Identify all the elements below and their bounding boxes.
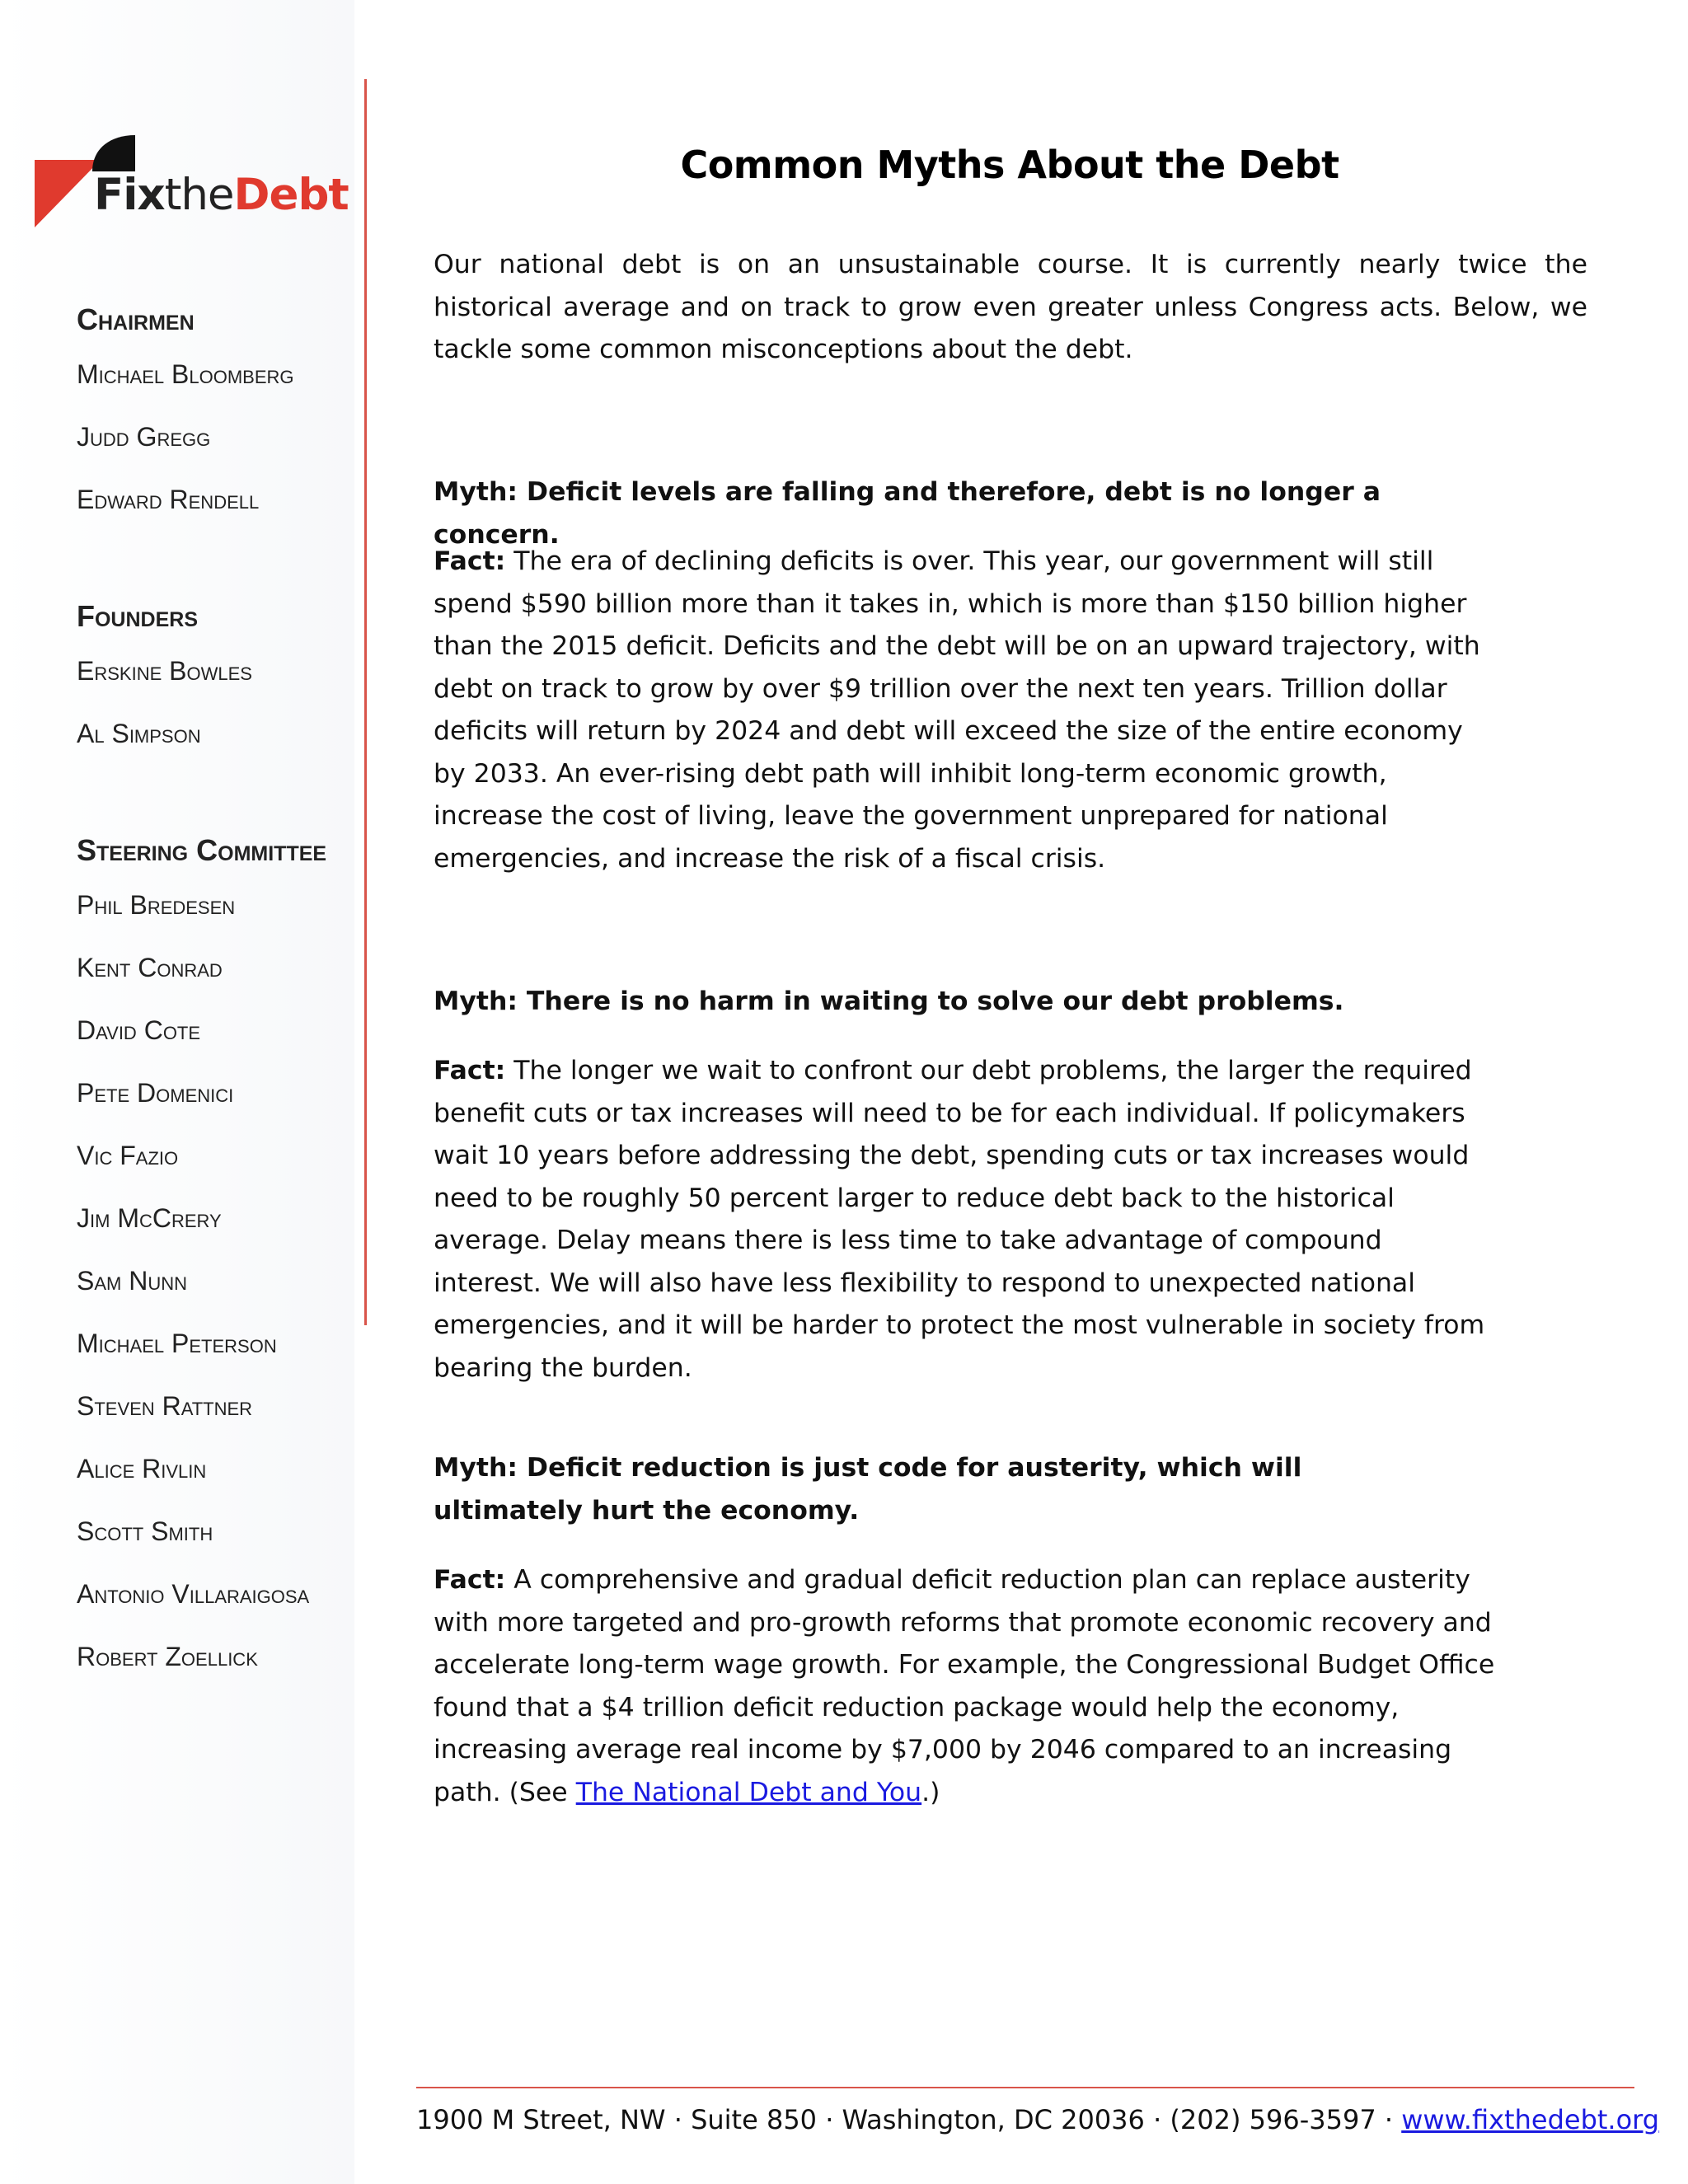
national-debt-and-you-link[interactable]: The National Debt and You — [575, 1777, 922, 1807]
steering-member-name: Steven Rattner — [77, 1391, 253, 1421]
fact-paragraph — [434, 1559, 1505, 1814]
sidebar-gap — [77, 531, 357, 593]
footer-divider — [416, 2087, 1634, 2088]
fact-label: Fact: — [434, 546, 506, 576]
fact-label: Fact: — [434, 1056, 506, 1085]
steering-member-name: Michael Peterson — [77, 1329, 277, 1358]
page-title: Common Myths About the Debt — [680, 143, 1339, 187]
steering-member-name: Antonio Villaraigosa — [77, 1579, 310, 1609]
steering-committee-heading: Steering Committee — [77, 833, 327, 867]
fact-paragraph — [434, 1050, 1497, 1390]
steering-member-name: Phil Bredesen — [77, 890, 236, 920]
logo-fix: Fix — [94, 170, 165, 220]
steering-member-name: David Cote — [77, 1015, 201, 1045]
chairman-name: Michael Bloomberg — [77, 359, 294, 389]
logo-debt: Debt — [233, 170, 349, 220]
myth-heading: Myth: Deficit levels are falling and therefore, debt is no longer a concern. — [434, 477, 1381, 550]
fact-text: The longer we wait to confront our debt problems, the larger the required benefit cuts or tax increases will need to be for each individual. If policymakers wait 10 years before addressing the debt, spending cuts or tax increases would need to be roughly 50 percent larger to reduce debt back to the historical average. Delay means there is less time to take advantage of compound interest. We will also have less flexibility to respond to unexpected national emergencies, and it will be harder to protect the most vulnerable in society from bearing the burden. — [434, 1056, 1485, 1383]
chairman-name: Edward Rendell — [77, 485, 260, 514]
steering-member-name: Kent Conrad — [77, 953, 223, 982]
logo-wordmark — [94, 170, 349, 220]
steering-member-name: Sam Nunn — [77, 1266, 188, 1296]
steering-member-name: Alice Rivlin — [77, 1454, 207, 1483]
footer — [416, 2100, 1660, 2139]
steering-member-name: Pete Domenici — [77, 1078, 234, 1108]
myth-heading: Myth: Deficit reduction is just code for austerity, which will ultimately hurt the economy. — [434, 1453, 1302, 1526]
chairman-name: Judd Gregg — [77, 422, 211, 452]
sidebar-divider — [364, 79, 367, 1325]
chairmen-heading: Chairmen — [77, 302, 195, 336]
myth-heading: Myth: There is no harm in waiting to solve our debt problems. — [434, 987, 1344, 1016]
fact-paragraph — [434, 541, 1497, 880]
footer-address: 1900 M Street, NW · Suite 850 · Washington, DC 20036 · (202) 596-3597 · — [416, 2104, 1394, 2135]
founder-name: Erskine Bowles — [77, 656, 252, 686]
fact-label: Fact: — [434, 1565, 506, 1595]
sidebar — [77, 297, 357, 1688]
founders-heading: Founders — [77, 599, 199, 633]
intro-paragraph: Our national debt is on an unsustainable course. It is currently nearly twice the historical average and on track to grow even greater unless Congress acts. Below, we tackle some common misconceptions about the debt. — [434, 250, 1587, 364]
logo-the: the — [164, 170, 234, 220]
fact-text: The era of declining deficits is over. This year, our government will still spend $590 billion more than it takes in, which is more than $150 billion higher than the 2015 deficit. Deficits and the debt will be on an upward trajectory, with debt on track to grow by over $9 trillion over the next ten years. Trillion dollar deficits will return by 2024 and debt will exceed the size of the entire economy by 2033. An ever-rising debt path will inhibit long-term economic growth, increase the cost of living, leave the government unprepared for national emergencies, and increase the risk of a fiscal crisis. — [434, 546, 1480, 874]
fact-text: A comprehensive and gradual deficit reduction plan can replace austerity with more targeted and pro-growth reforms that promote economic recovery and accelerate long-term wage growth. For example, the Congressional Budget Office found that a $4 trillion deficit reduction package would help the economy, increasing average real income by $7,000 by 2046 compared to an increasing path. (See — [434, 1565, 1495, 1807]
sidebar-gap — [77, 765, 357, 827]
steering-member-name: Jim McCrery — [77, 1203, 222, 1233]
steering-member-name: Robert Zoellick — [77, 1642, 258, 1671]
fix-the-debt-logo[interactable] — [35, 132, 348, 231]
steering-member-name: Vic Fazio — [77, 1141, 179, 1170]
fact-text-end: .) — [921, 1777, 940, 1807]
steering-member-name: Scott Smith — [77, 1516, 213, 1546]
founder-name: Al Simpson — [77, 719, 201, 748]
website-link[interactable]: www.fixthedebt.org — [1401, 2104, 1660, 2135]
